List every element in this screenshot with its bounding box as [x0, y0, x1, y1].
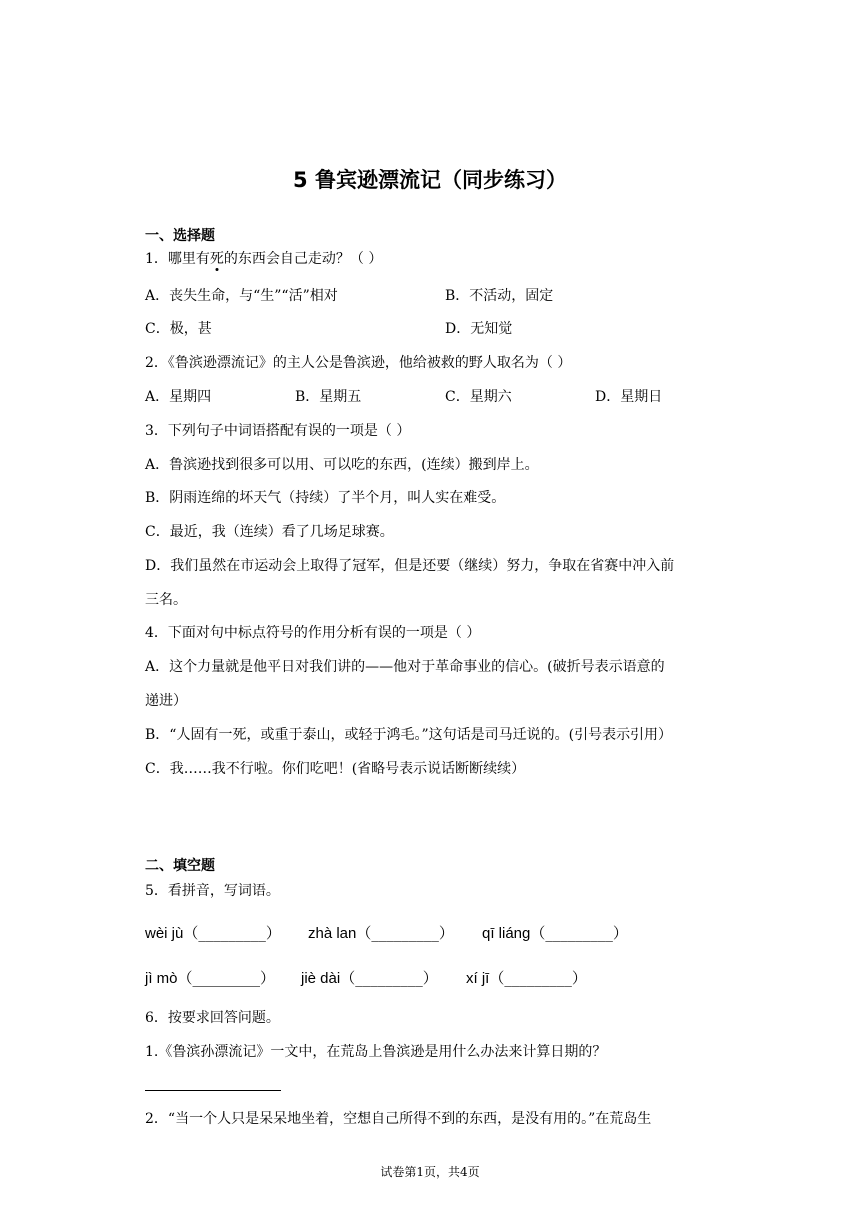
- pinyin-item: [482, 922, 628, 945]
- question-2-option-c: C．星期六: [445, 389, 512, 405]
- pinyin-item: [466, 967, 587, 990]
- question-2-option-d: D．星期日: [595, 389, 663, 405]
- pinyin-text: jiè dài: [301, 970, 341, 987]
- pinyin-text: qī liáng: [482, 925, 531, 942]
- question-2-option-a: A．星期四: [145, 389, 212, 405]
- answer-blank[interactable]: （_________）: [530, 924, 628, 942]
- pinyin-text: xí jī: [466, 970, 490, 987]
- answer-line[interactable]: [145, 1090, 281, 1091]
- question-5-stem: 5．看拼音，写词语。: [145, 883, 280, 899]
- pinyin-text: zhà lan: [308, 925, 357, 942]
- question-6-stem: 6．按要求回答问题。: [145, 1010, 280, 1026]
- question-3-option-b: B．阴雨连绵的坏天气（持续）了半个月，叫人实在难受。: [145, 490, 506, 506]
- answer-blank[interactable]: （_________）: [183, 924, 281, 942]
- page-footer: 试卷第1页，共4页: [380, 1165, 480, 1179]
- question-6-sub-1: 1.《鲁滨孙漂流记》一文中，在荒岛上鲁滨逊是用什么办法来计算日期的？: [145, 1044, 607, 1060]
- pinyin-item: [308, 922, 454, 945]
- question-4-option-a-line2: 递进）: [145, 693, 187, 709]
- question-4-stem: 4．下面对句中标点符号的作用分析有误的一项是（ ）: [145, 625, 481, 641]
- question-1-option-c: C．极，甚: [145, 321, 212, 337]
- question-1-option-d: D．无知觉: [445, 321, 513, 337]
- question-2-stem: 2．《鲁滨逊漂流记》的主人公是鲁滨逊，他给被救的野人取名为（ ）: [145, 355, 572, 371]
- answer-blank[interactable]: （_________）: [177, 969, 276, 987]
- question-4-option-c: C．我……我不行啦。你们吃吧！(省略号表示说话断断续续）: [145, 761, 526, 777]
- pinyin-text: jì mò: [145, 970, 178, 987]
- section-heading-fill: 二、填空题: [145, 858, 215, 874]
- question-1-stem-pre: 1．哪里有: [145, 251, 210, 267]
- answer-blank[interactable]: （_________）: [356, 924, 454, 942]
- question-2-option-b: B．星期五: [295, 389, 362, 405]
- pinyin-item: [301, 967, 438, 990]
- question-1-option-b: B．不活动，固定: [445, 288, 554, 304]
- question-3-option-d-line2: 三名。: [145, 592, 187, 608]
- question-3-option-c: C．最近，我（连续）看了几场足球赛。: [145, 524, 394, 540]
- question-4-option-b: B．“人固有一死，或重于泰山，或轻于鸿毛。”这句话是司马迁说的。(引号表示引用）: [145, 727, 673, 743]
- pinyin-item: [145, 922, 281, 945]
- page-title: 5 鲁宾逊漂流记（同步练习）: [293, 168, 567, 192]
- section-heading-choice: 一、选择题: [145, 228, 215, 244]
- question-1-option-a: A．丧失生命，与“生”“活”相对: [145, 288, 338, 304]
- question-3-option-a: A．鲁滨逊找到很多可以用、可以吃的东西，(连续）搬到岸上。: [145, 457, 539, 473]
- pinyin-item: [145, 967, 275, 990]
- question-6-sub-2: 2．“当一个人只是呆呆地坐着，空想自己所得不到的东西，是没有用的。”在荒岛生: [145, 1111, 652, 1127]
- answer-blank[interactable]: （_________）: [489, 969, 587, 987]
- question-1-stem: [145, 249, 382, 269]
- question-4-option-a-line1: A．这个力量就是他平日对我们讲的——他对于革命事业的信心。(破折号表示语意的: [145, 659, 665, 675]
- emphasis-dot-char: 死: [209, 251, 224, 267]
- question-1-stem-post: 的东西会自己走动？（ ）: [223, 251, 383, 267]
- pinyin-text: wèi jù: [145, 925, 184, 942]
- answer-blank[interactable]: （_________）: [340, 969, 438, 987]
- question-3-option-d-line1: D．我们虽然在市运动会上取得了冠军，但是还要（继续）努力，争取在省赛中冲入前: [145, 558, 675, 574]
- question-3-stem: 3．下列句子中词语搭配有误的一项是（ ）: [145, 423, 411, 439]
